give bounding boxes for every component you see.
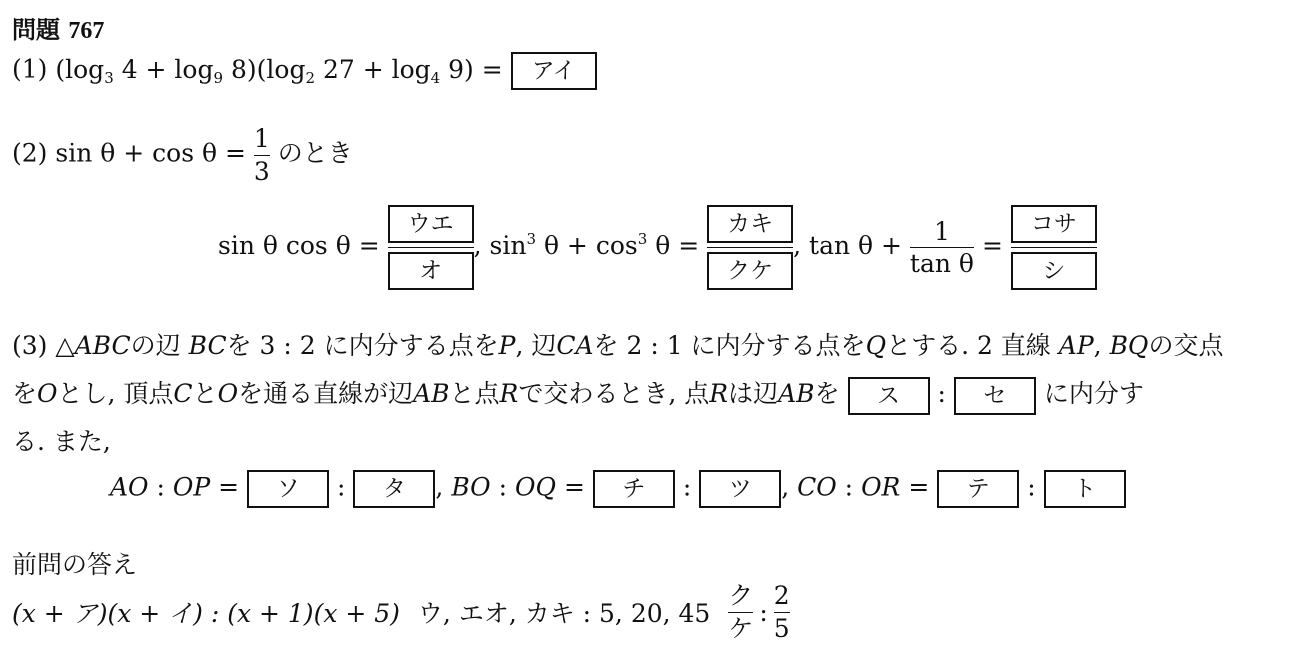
q1-label: (1)	[12, 54, 48, 84]
answer-box-o: オ	[388, 252, 474, 290]
prev-answer-2: ウ, エオ, カキ : 5, 20, 45	[417, 599, 711, 628]
question-1	[12, 52, 597, 90]
prev-answer-3: $\frac{\text{ク}}{\text{ケ}}$ : $\frac{2}{5}$	[728, 581, 790, 643]
answer-box-ai: アイ	[511, 52, 597, 90]
previous-answers-heading: 前問の答え	[12, 550, 138, 579]
q2-tail: のとき	[277, 138, 353, 168]
q2-expr: sin θ + cos θ =	[55, 138, 246, 168]
answer-box-ta: タ	[353, 470, 435, 508]
answer-box-kaki: カキ	[707, 205, 793, 243]
fraction-ku-ke: $\frac{\text{ク}}{\text{ケ}}$	[728, 581, 754, 643]
answer-box-uee: ウエ	[388, 205, 474, 243]
title-number: 767	[68, 18, 105, 44]
q3-ratios: AO : OP = ソ : タ , BO : OQ = チ : ツ , CO : OR = テ : ト	[110, 470, 1126, 508]
fraction-two-fifths: $\frac{2}{5}$	[773, 581, 790, 643]
problem-title	[12, 10, 104, 45]
answer-box-se: セ	[954, 377, 1036, 415]
q2-formulas: sin θ cos θ = $\frac{\text{ウエ}}{\text{オ}}$ , $\sin^3 \theta + \cos^3 \theta$ = $\frac{\text{カキ}}{\text{クケ}}$ , tan θ + $\frac{1}{\text{tan θ}}$ = $\frac{\text{コサ}}{\text{シ}}$	[218, 205, 1097, 290]
fraction-uee-o	[388, 205, 474, 290]
previous-answers	[12, 582, 790, 642]
fraction-kaki-kuke	[707, 205, 793, 290]
answer-box-to: ト	[1044, 470, 1126, 508]
answer-box-kuke: クケ	[707, 252, 793, 290]
fraction-kosa-shi	[1011, 205, 1097, 290]
answer-box-su: ス	[848, 377, 930, 415]
answer-box-kosa: コサ	[1011, 205, 1097, 243]
answer-box-so: ソ	[247, 470, 329, 508]
q2-label: (2)	[12, 138, 48, 168]
question-3: (3) △ABCの辺 BCを 3 : 2 に内分する点をP, 辺CAを 2 : 1 に内分する点をQとする. 2 直線 AP, BQの交点 をOとし, 頂点CとOを通る直線が辺ABと点Rで交わるとき, 点Rは辺ABを ス : セ に内分す る. また,	[12, 331, 1224, 456]
answer-box-te: テ	[937, 470, 1019, 508]
answer-box-tsu: ツ	[699, 470, 781, 508]
answer-box-chi: チ	[593, 470, 675, 508]
fraction-one-over-tan: $\frac{1}{\text{tan θ}}$	[909, 216, 974, 278]
q2-fraction: $\frac{1}{3}$	[253, 124, 270, 186]
prev-answer-1: (x + ア)(x + イ) : (x + 1)(x + 5)	[12, 599, 400, 628]
question-2	[12, 125, 353, 185]
q1-expr: ($\log_3$ $4 + \log_9 8)(\log_2$ $27 + \log_4 9$) =	[55, 54, 503, 87]
answer-box-shi: シ	[1011, 252, 1097, 290]
title-prefix: 問題	[12, 15, 60, 44]
